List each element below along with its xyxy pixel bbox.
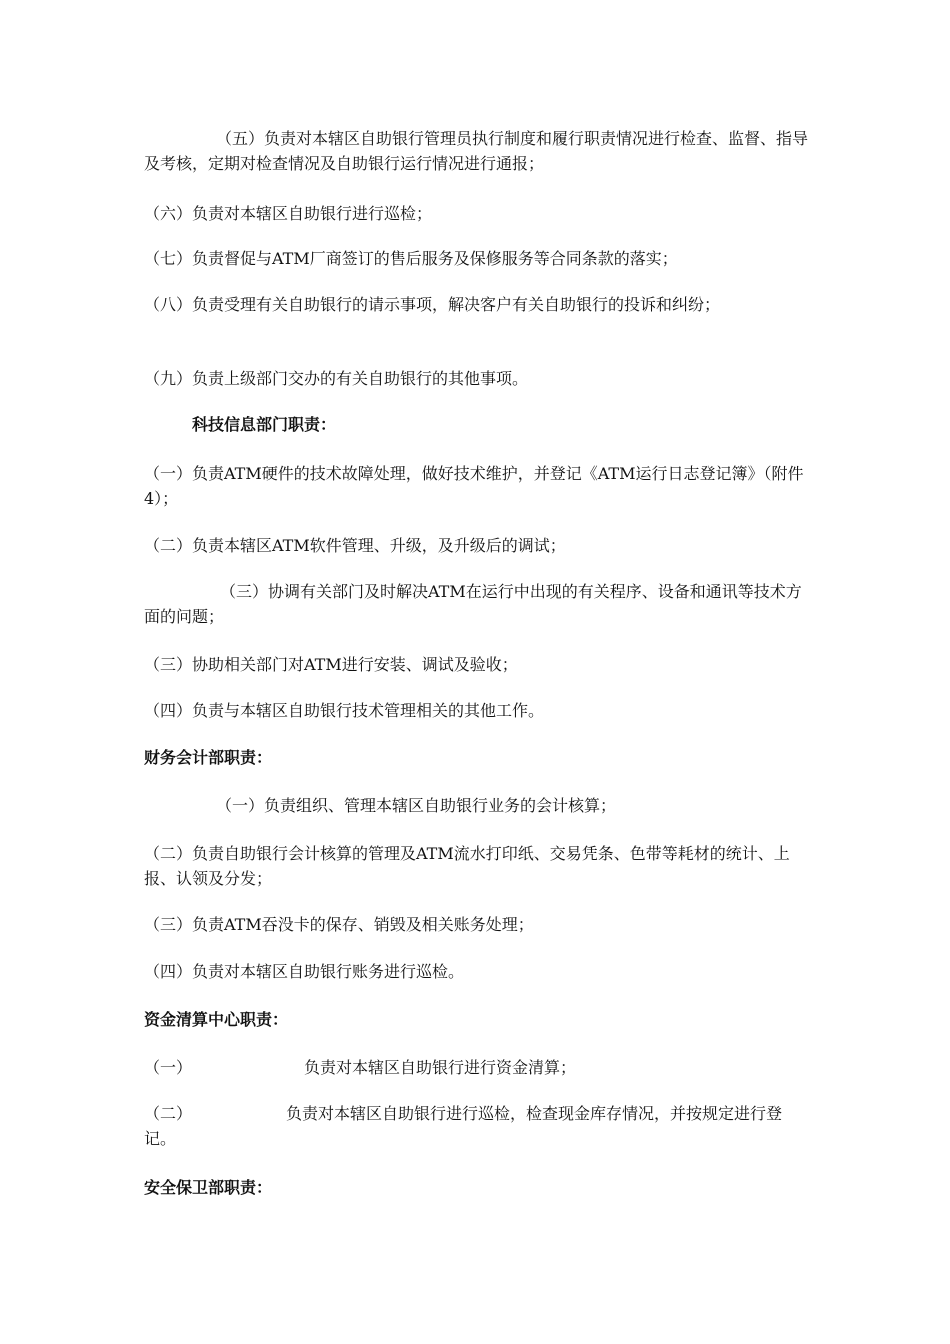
clearing-duty-2-text: 负责对本辖区自助银行进行巡检，检查现金库存情况，并按规定进行登记。	[144, 1104, 783, 1148]
section-heading-security: 安全保卫部职责：	[144, 1178, 273, 1197]
duty-paragraph-5: （五）负责对本辖区自助银行管理员执行制度和履行职责情况进行检查、监督、指导及考核，定期对检查情况及自助银行运行情况进行通报；	[144, 129, 809, 173]
section-heading-tech-info: 科技信息部门职责：	[192, 415, 337, 434]
tech-duty-paragraph-3: （三）协调有关部门及时解决ATM在运行中出现的有关程序、设备和通讯等技术方面的问题；	[144, 582, 802, 626]
finance-duty-paragraph-2: （二）负责自助银行会计核算的管理及ATM流水打印纸、交易凭条、色带等耗材的统计、上报、认领及分发；	[144, 844, 790, 888]
duty-paragraph-6: （六）负责对本辖区自助银行进行巡检；	[144, 204, 433, 223]
finance-duty-paragraph-4: （四）负责对本辖区自助银行账务进行巡检。	[144, 962, 465, 981]
clearing-duty-paragraph-2	[144, 1101, 812, 1151]
clearing-duty-1-number: （一）	[144, 1058, 193, 1077]
tech-duty-paragraph-2: （二）负责本辖区ATM软件管理、升级，及升级后的调试；	[144, 536, 566, 555]
section-heading-finance: 财务会计部职责：	[144, 748, 273, 767]
tech-duty-paragraph-1: （一）负责ATM硬件的技术故障处理，做好技术维护，并登记《ATM运行日志登记簿》（附件4）；	[144, 464, 804, 508]
tech-duty-paragraph-5: （四）负责与本辖区自助银行技术管理相关的其他工作。	[144, 701, 545, 720]
duty-paragraph-8: （八）负责受理有关自助银行的请示事项，解决客户有关自助银行的投诉和纠纷；	[144, 295, 721, 314]
section-heading-clearing: 资金清算中心职责：	[144, 1010, 289, 1029]
finance-duty-paragraph-1: （一）负责组织、管理本辖区自助银行业务的会计核算；	[216, 796, 617, 815]
clearing-duty-1-text: 负责对本辖区自助银行进行资金清算；	[304, 1058, 577, 1077]
tech-duty-paragraph-4: （三）协助相关部门对ATM进行安装、调试及验收；	[144, 655, 518, 674]
clearing-duty-paragraph-1	[144, 1055, 812, 1080]
finance-duty-paragraph-3: （三）负责ATM吞没卡的保存、销毁及相关账务处理；	[144, 915, 534, 934]
duty-paragraph-7: （七）负责督促与ATM厂商签订的售后服务及保修服务等合同条款的落实；	[144, 249, 678, 268]
duty-paragraph-9: （九）负责上级部门交办的有关自助银行的其他事项。	[144, 369, 529, 388]
clearing-duty-2-number: （二）	[144, 1104, 193, 1123]
